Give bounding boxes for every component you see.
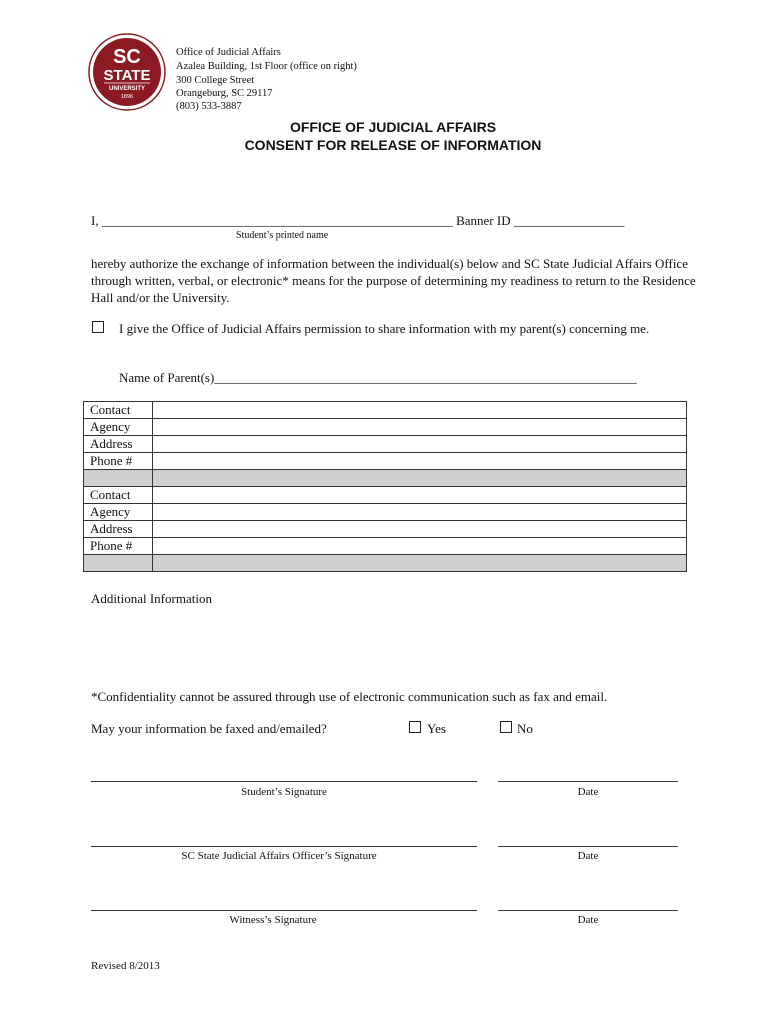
parent-name-line[interactable]: Name of Parent(s)_________________________________________________________________ <box>119 370 637 385</box>
table-row <box>84 402 687 419</box>
address-label: Address <box>84 521 153 538</box>
witness-signature-caption: Witness’s Signature <box>229 914 317 926</box>
student-name-caption: Student’s printed name <box>236 230 329 241</box>
address-line-5: (803) 533-3887 <box>176 101 242 112</box>
student-name-banner-id-line[interactable]: I, ______________________________________________________ Banner ID _________________ <box>91 213 625 228</box>
address-field[interactable] <box>153 436 687 453</box>
contact-field[interactable] <box>153 487 687 504</box>
witness-date-line[interactable] <box>498 910 678 911</box>
sc-state-university-logo <box>88 33 166 111</box>
revised-date: Revised 8/2013 <box>91 960 160 972</box>
officer-date-line[interactable] <box>498 846 678 847</box>
page-title: OFFICE OF JUDICIAL AFFAIRS <box>289 119 497 135</box>
contact-field[interactable] <box>153 402 687 419</box>
authorization-line-3: Hall and/or the University. <box>91 290 230 305</box>
table-row <box>84 419 687 436</box>
address-line-3: 300 College Street <box>176 75 255 86</box>
fax-yes-label: Yes <box>427 721 446 736</box>
fax-question-label: May your information be faxed and/emailed? <box>91 721 327 736</box>
table-row <box>84 453 687 470</box>
student-date-caption: Date <box>577 786 599 798</box>
contact-label: Contact <box>84 402 153 419</box>
officer-signature-caption: SC State Judicial Affairs Officer’s Signature <box>181 850 377 862</box>
fax-yes-checkbox[interactable] <box>409 721 421 733</box>
witness-date-caption: Date <box>577 914 599 926</box>
table-row <box>84 487 687 504</box>
phone-label: Phone # <box>84 538 153 555</box>
contact-label: Contact <box>84 487 153 504</box>
fax-no-checkbox[interactable] <box>500 721 512 733</box>
student-signature-line[interactable] <box>91 781 477 782</box>
table-separator-row <box>84 555 687 572</box>
authorization-line-1: hereby authorize the exchange of information between the individual(s) below and SC State Judicial Affairs Office <box>91 256 688 271</box>
phone-field[interactable] <box>153 538 687 555</box>
additional-information-label: Additional Information <box>91 591 212 606</box>
logo-text-year: 1896 <box>120 94 134 100</box>
witness-signature-line[interactable] <box>91 910 477 911</box>
agency-label: Agency <box>84 504 153 521</box>
table-row <box>84 521 687 538</box>
fax-no-label: No <box>517 721 533 736</box>
student-signature-caption: Student’s Signature <box>241 786 327 798</box>
authorization-line-2: through written, verbal, or electronic* means for the purpose of determining my readiness to return to the Residence <box>91 273 696 288</box>
officer-date-caption: Date <box>577 850 599 862</box>
table-row <box>84 504 687 521</box>
table-row <box>84 538 687 555</box>
address-field[interactable] <box>153 521 687 538</box>
confidentiality-note: *Confidentiality cannot be assured through use of electronic communication such as fax and email. <box>91 689 608 704</box>
contact-table <box>83 401 687 572</box>
agency-field[interactable] <box>153 504 687 521</box>
officer-signature-line[interactable] <box>91 846 477 847</box>
phone-label: Phone # <box>84 453 153 470</box>
address-label: Address <box>84 436 153 453</box>
parent-permission-checkbox[interactable] <box>92 321 104 333</box>
logo-text-university: UNIVERSITY <box>108 86 146 92</box>
parent-permission-label: I give the Office of Judicial Affairs permission to share information with my parent(s) concerning me. <box>119 321 650 336</box>
logo-text-state: STATE <box>103 67 151 84</box>
address-line-1: Office of Judicial Affairs <box>176 47 281 58</box>
phone-field[interactable] <box>153 453 687 470</box>
logo-text-sc: SC <box>113 46 141 68</box>
agency-field[interactable] <box>153 419 687 436</box>
table-separator-row <box>84 470 687 487</box>
page-subtitle: CONSENT FOR RELEASE OF INFORMATION <box>244 137 542 153</box>
address-line-2: Azalea Building, 1st Floor (office on right) <box>176 61 357 72</box>
student-date-line[interactable] <box>498 781 678 782</box>
table-row <box>84 436 687 453</box>
address-line-4: Orangeburg, SC 29117 <box>176 88 273 99</box>
agency-label: Agency <box>84 419 153 436</box>
